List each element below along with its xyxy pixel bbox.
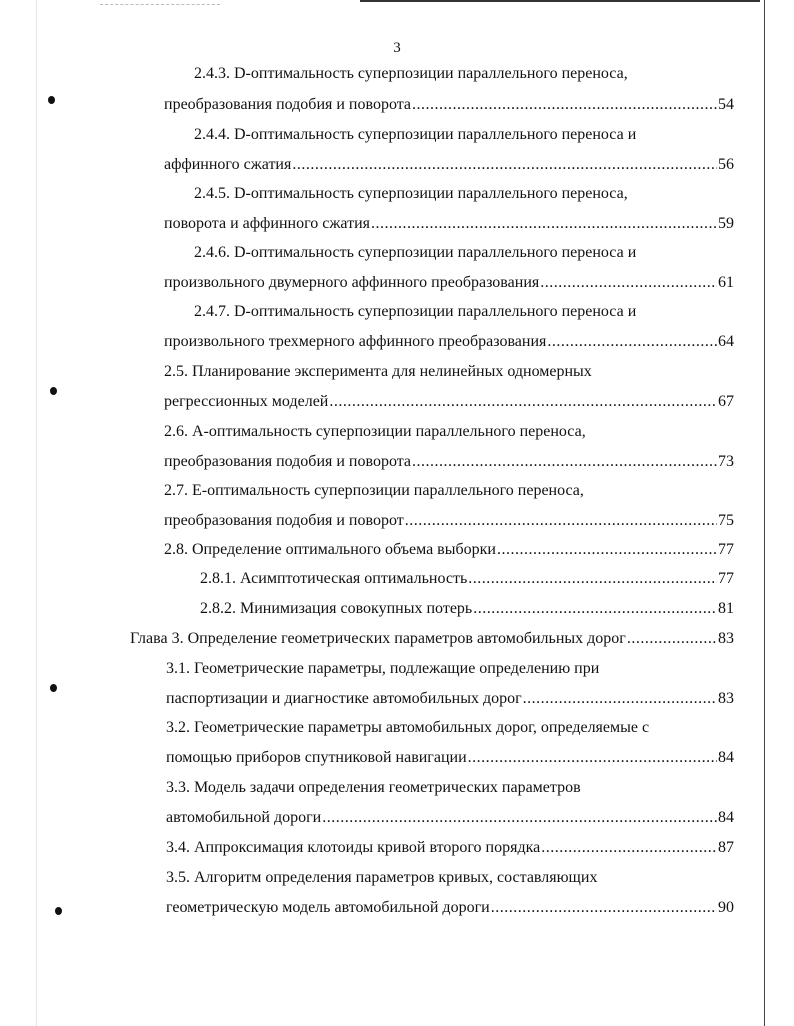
toc-entry-last-line <box>166 747 734 769</box>
scan-border-left <box>36 0 37 1026</box>
toc-entry-first-line <box>164 361 592 383</box>
dot-leader <box>371 213 717 235</box>
toc-page-number: 59 <box>718 215 734 232</box>
punch-hole-mark <box>50 387 57 395</box>
toc-entry-first-line <box>166 717 649 739</box>
toc-page-number: 67 <box>718 393 734 410</box>
toc-entry-text: преобразования подобия и поворот <box>164 512 404 529</box>
toc-entry-text: 2.4.7. D-оптимальность суперпозиции параллельного переноса и <box>194 303 637 320</box>
toc-entry-first-line <box>194 63 628 85</box>
page-number: 3 <box>393 40 401 56</box>
toc-entry-last-line <box>164 272 734 294</box>
dot-leader <box>329 391 717 413</box>
dot-leader <box>547 331 717 353</box>
scan-artifact-marks <box>100 4 220 7</box>
toc-entry-last-line <box>166 897 734 919</box>
toc-entry-last-line <box>166 837 734 859</box>
toc-entry-text: Глава 3. Определение геометрических параметров автомобильных дорог <box>130 630 626 647</box>
dot-leader <box>523 688 717 710</box>
toc-entry-text: паспортизации и диагностике автомобильных дорог <box>166 690 522 707</box>
toc-entry-text: регрессионных моделей <box>164 393 329 410</box>
toc-entry-text: геометрическую модель автомобильной дороги <box>166 899 490 916</box>
toc-entry-last-line <box>164 94 734 116</box>
dot-leader <box>468 747 717 769</box>
toc-entry-text: автомобильной дороги <box>166 809 322 826</box>
toc-entry-text: 3.4. Аппроксимация клотоиды кривой второго порядка <box>166 839 541 856</box>
dot-leader <box>405 510 717 532</box>
dot-leader <box>468 568 717 590</box>
toc-entry-text: поворота и аффинного сжатия <box>164 215 370 232</box>
toc-page-number: 75 <box>718 512 734 529</box>
dot-leader <box>491 897 717 919</box>
toc-page-number: 90 <box>718 899 734 916</box>
toc-entry-first-line <box>194 124 636 146</box>
dot-leader <box>412 451 717 473</box>
scan-border-right <box>764 0 765 1026</box>
toc-entry-first-line <box>194 242 636 264</box>
toc-entry-last-line <box>164 539 734 561</box>
toc-entry-text: 2.6. А-оптимальность суперпозиции параллельного переноса, <box>164 423 586 440</box>
toc-entry-text: 3.1. Геометрические параметры, подлежащие определению при <box>166 660 600 677</box>
dot-leader <box>473 598 717 620</box>
toc-entry-last-line <box>166 688 734 710</box>
toc-page-number: 83 <box>718 690 734 707</box>
toc-entry-text: 2.8. Определение оптимального объема выборки <box>164 541 496 558</box>
toc-page-number: 61 <box>718 274 734 291</box>
toc-entry-text: преобразования подобия и поворота <box>164 96 412 113</box>
punch-hole-mark <box>55 907 62 915</box>
toc-entry-last-line <box>164 451 734 473</box>
toc-page-number: 83 <box>718 630 734 647</box>
toc-entry-last-line <box>164 331 734 353</box>
toc-entry-text: 2.8.1. Асимптотическая оптимальность <box>200 570 468 587</box>
toc-page-number: 81 <box>718 600 734 617</box>
toc-entry-first-line <box>166 777 581 799</box>
toc-entry-text: 2.5. Планирование эксперимента для нелинейных одномерных <box>164 363 592 380</box>
toc-page-number: 87 <box>718 839 734 856</box>
dot-leader <box>412 94 717 116</box>
toc-entry-first-line <box>166 867 597 889</box>
toc-page-number: 77 <box>718 541 734 558</box>
dot-leader <box>497 539 717 561</box>
toc-entry-text: 2.4.3. D-оптимальность суперпозиции параллельного переноса, <box>194 65 628 82</box>
toc-entry-text: преобразования подобия и поворота <box>164 453 412 470</box>
toc-entry-text: 2.8.2. Минимизация совокупных потерь <box>200 600 473 617</box>
toc-entry-last-line <box>164 154 734 176</box>
toc-entry-text: помощью приборов спутниковой навигации <box>166 749 467 766</box>
toc-page-number: 84 <box>718 809 734 826</box>
toc-entry-first-line <box>166 658 599 680</box>
toc-entry-first-line <box>194 301 636 323</box>
toc-entry-last-line <box>166 807 734 829</box>
toc-entry-text: произвольного двумерного аффинного преобразования <box>164 274 540 291</box>
toc-page-number: 84 <box>718 749 734 766</box>
toc-entry-text: 2.4.5. D-оптимальность суперпозиции параллельного переноса, <box>194 185 628 202</box>
toc-entry-last-line <box>200 598 734 620</box>
toc-page-number: 73 <box>718 453 734 470</box>
toc-entry-first-line <box>194 183 628 205</box>
toc-entry-last-line <box>130 628 734 650</box>
dot-leader <box>627 628 717 650</box>
dot-leader <box>322 807 717 829</box>
dot-leader <box>540 272 717 294</box>
toc-page-number: 56 <box>718 156 734 173</box>
toc-entry-text: 2.4.4. D-оптимальность суперпозиции параллельного переноса и <box>194 126 637 143</box>
dot-leader <box>541 837 717 859</box>
punch-hole-mark <box>50 684 57 692</box>
toc-entry-first-line <box>164 480 584 502</box>
toc-page-number: 54 <box>718 96 734 113</box>
toc-entry-last-line <box>200 568 734 590</box>
toc-entry-text: 2.7. Е-оптимальность суперпозиции параллельного переноса, <box>164 482 584 499</box>
toc-entry-text: 3.3. Модель задачи определения геометрических параметров <box>166 779 581 796</box>
toc-entry-text: 2.4.6. D-оптимальность суперпозиции параллельного переноса и <box>194 244 637 261</box>
toc-entry-text: 3.5. Алгоритм определения параметров кривых, составляющих <box>166 869 598 886</box>
toc-entry-text: произвольного трехмерного аффинного преобразования <box>164 333 547 350</box>
toc-entry-last-line <box>164 213 734 235</box>
dot-leader <box>292 154 717 176</box>
punch-hole-mark <box>48 96 55 104</box>
toc-entry-text: 3.2. Геометрические параметры автомобильных дорог, определяемые с <box>166 719 650 736</box>
toc-entry-last-line <box>164 510 734 532</box>
scan-border-top <box>360 0 760 2</box>
toc-entry-first-line <box>164 421 586 443</box>
toc-entry-text: аффинного сжатия <box>164 156 292 173</box>
toc-page-number: 77 <box>718 570 734 587</box>
toc-page-number: 64 <box>718 333 734 350</box>
toc-entry-last-line <box>164 391 734 413</box>
